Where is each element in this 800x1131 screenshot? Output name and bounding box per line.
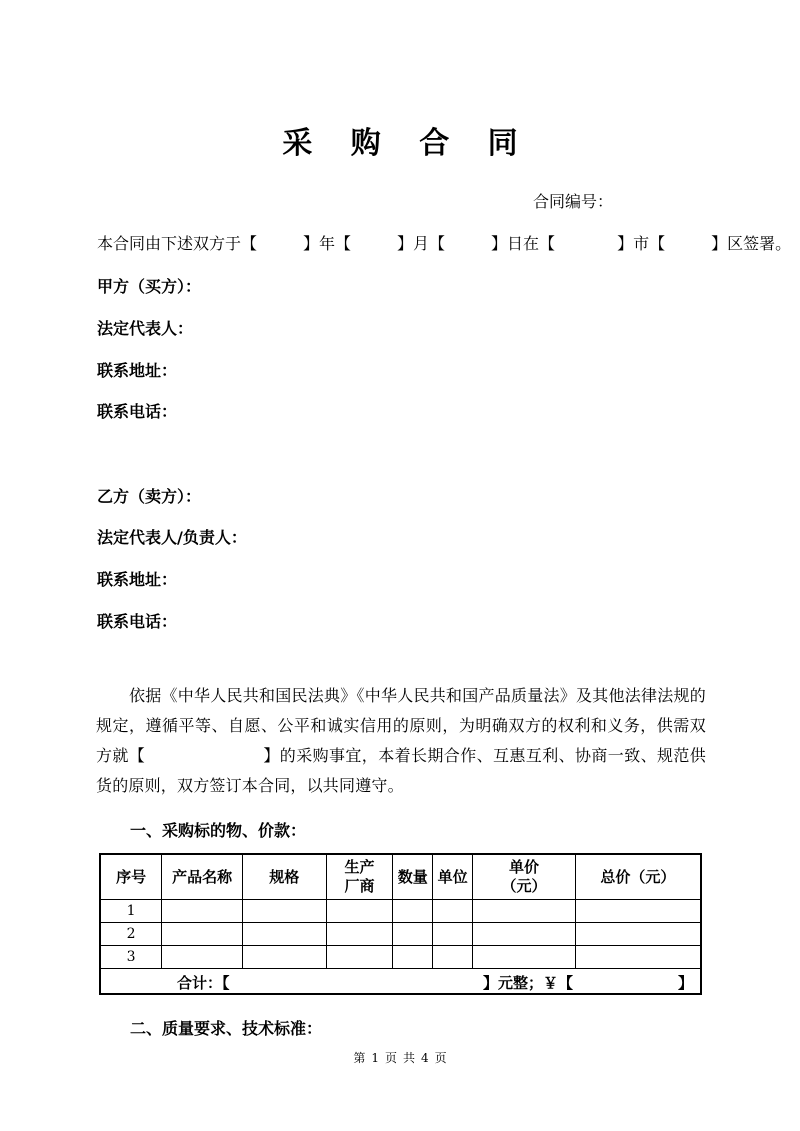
page-footer <box>0 1049 800 1066</box>
header-unit: 单位 <box>433 854 473 900</box>
party-b-phone: 联系电话： <box>97 612 178 631</box>
footer-pages-unit: 页 <box>434 1051 447 1065</box>
header-maker-line2: 厂商 <box>344 877 375 895</box>
table-header-row <box>100 854 701 900</box>
table-row <box>100 946 701 969</box>
party-a-label: 甲方（买方）： <box>97 277 202 296</box>
party-a-representative: 法定代表人： <box>97 319 194 338</box>
header-maker-line1: 生产 <box>344 858 375 876</box>
purchase-table <box>99 853 702 995</box>
total-amount-end: 】 <box>678 974 694 992</box>
header-price-line1: 单价 <box>508 858 539 876</box>
row-seq: 3 <box>100 946 162 969</box>
row-seq: 2 <box>100 923 162 946</box>
footer-page-label: 第 <box>353 1051 366 1065</box>
header-price <box>473 854 576 900</box>
party-b-representative: 法定代表人/负责人： <box>97 528 247 547</box>
signing-day: 】日在【 <box>491 234 556 253</box>
section-1-heading: 一、采购标的物、价款： <box>130 821 307 840</box>
party-b-label: 乙方（卖方）： <box>97 487 202 506</box>
party-a-address: 联系地址： <box>97 361 178 380</box>
header-price-line2: （元） <box>501 877 547 895</box>
header-qty: 数量 <box>393 854 433 900</box>
header-spec: 规格 <box>242 854 326 900</box>
preamble-part2: 】的采购事宜，本着长期合作、互惠互利、协商一致、规范供货的原则，双方签订本合同，以共同遵守。 <box>96 746 706 795</box>
footer-page-unit: 页 <box>384 1051 397 1065</box>
party-a-phone: 联系电话： <box>97 402 178 421</box>
header-seq: 序号 <box>100 854 162 900</box>
document-title: 采 购 合 同 <box>282 126 532 161</box>
signing-intro: 本合同由下述双方于【 <box>97 234 258 253</box>
footer-of-label: 共 <box>403 1051 416 1065</box>
signing-city: 】市【 <box>617 234 666 253</box>
table-total-row <box>100 969 701 995</box>
signing-year: 】年【 <box>303 234 352 253</box>
footer-total-pages: 4 <box>421 1051 429 1065</box>
header-product: 产品名称 <box>162 854 243 900</box>
table-row <box>100 923 701 946</box>
section-2-heading: 二、质量要求、技术标准： <box>130 1019 323 1038</box>
header-total: 总价（元） <box>575 854 701 900</box>
total-label: 合计：【 <box>177 974 230 992</box>
total-cell <box>100 969 701 995</box>
signing-month: 】月【 <box>397 234 446 253</box>
table-row <box>100 900 701 923</box>
total-amount-words-suffix: 】元整；￥【 <box>483 974 574 992</box>
header-maker <box>326 854 393 900</box>
footer-page-number: 1 <box>371 1051 379 1065</box>
row-seq: 1 <box>100 900 162 923</box>
signing-district: 】区签署。 <box>711 234 792 253</box>
party-b-address: 联系地址： <box>97 570 178 589</box>
preamble-paragraph <box>96 681 706 801</box>
preamble-part1: 依据《中华人民共和国民法典》《中华人民共和国产品质量法》及其他法律法规的规定，遵循平等、自愿、公平和诚实信用的原则，为明确双方的权利和义务，供需双方就【 <box>96 686 706 765</box>
contract-number-label: 合同编号： <box>533 192 614 211</box>
signing-statement <box>97 231 791 254</box>
